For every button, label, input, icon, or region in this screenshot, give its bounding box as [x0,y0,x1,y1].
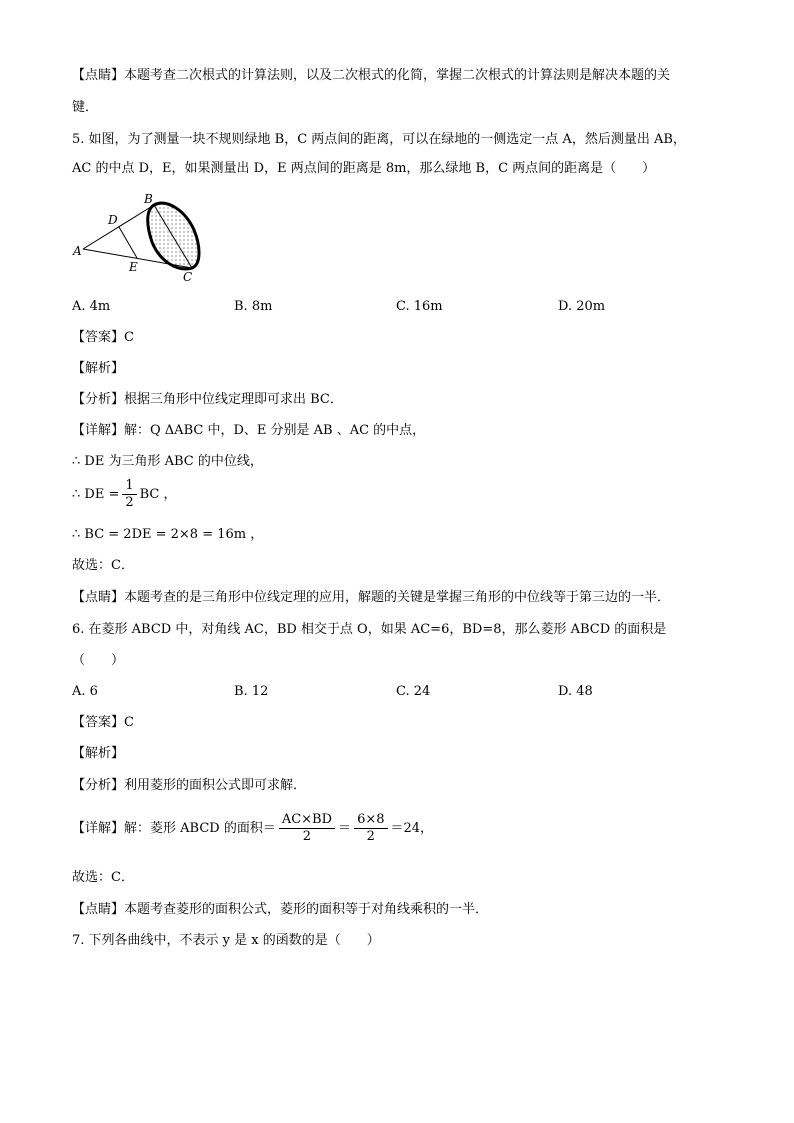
label-c: C [183,270,193,284]
q5-stem-line2: AC 的中点 D，E，如果测量出 D，E 两点间的距离是 8m，那么绿地 B，C 两点间的距离是（ ） [72,161,656,176]
q6-frac2-den: 2 [366,829,375,844]
q5-step2-num: 1 [122,478,136,495]
q6-frac1-num: AC×BD [279,812,335,829]
label-d: D [108,213,118,227]
q5-xiangjie: 【详解】解：Q ΔABC 中，D、E 分别是 AB 、AC 的中点， [72,423,426,438]
q5-choose: 故选：C． [72,558,134,573]
q5-step2-pre: ∴ DE = [72,487,120,502]
q6-eq: ＝ [338,821,352,836]
q5-step2 [72,478,177,512]
q5-analysis-title: 【解析】 [72,361,125,376]
q5-step2-den: 2 [125,495,134,510]
q6-answer: 【答案】C [72,715,134,730]
p4-comment: 【点睛】本题考查二次根式的计算法则，以及二次根式的化简，掌握二次根式的计算法则是解决本题的关 [72,68,671,83]
q6-option-a[interactable]: A. 6 [72,684,98,699]
label-b: B [144,192,153,206]
q7-stem-line1: 7. 下列各曲线中，不表示 y 是 x 的函数的是（ ） [72,933,380,948]
q6-dianjing: 【点睛】本题考查菱形的面积公式，菱形的面积等于对角线乘积的一半． [72,902,489,917]
q6-fraction-2 [354,812,387,845]
q5-step1: ∴ DE 为三角形 ABC 的中位线， [72,454,263,469]
q5-figure [70,190,210,286]
q6-fraction-1 [279,812,335,845]
q5-answer: 【答案】C [72,330,134,345]
q5-step2-post: BC ， [139,487,177,502]
p4-comment-cont: 键． [72,100,99,115]
label-e: E [129,260,138,274]
q6-xiangjie [72,812,433,846]
q6-analysis-title: 【解析】 [72,746,125,761]
q6-choose: 故选：C． [72,870,134,885]
q5-dianjing: 【点睛】本题考查的是三角形中位线定理的应用，解题的关键是掌握三角形的中位线等于第三边的一半． [72,590,671,605]
q5-stem-line1: 5. 如图，为了测量一块不规则绿地 B，C 两点间的距离，可以在绿地的一侧选定一点 A，然后测量出 AB， [72,132,686,147]
q5-option-c[interactable]: C. 16m [396,299,443,314]
q6-xiangjie-post: ＝24， [390,821,434,836]
segment-de [119,227,137,258]
q5-step2-fraction [122,478,136,511]
q6-stem-line2: （ ） [72,653,125,668]
q5-option-a[interactable]: A. 4m [72,299,111,314]
q5-option-b[interactable]: B. 8m [234,299,273,314]
q6-frac1-den: 2 [302,829,312,844]
q5-step3: ∴ BC = 2DE = 2×8 = 16m ， [72,527,264,542]
q5-option-d[interactable]: D. 20m [558,299,606,314]
q6-xiangjie-pre: 【详解】解：菱形 ABCD 的面积＝ [72,821,276,836]
q5-fenxi: 【分析】根据三角形中位线定理即可求出 BC． [72,392,343,407]
q6-fenxi: 【分析】利用菱形的面积公式即可求解． [72,778,307,793]
q6-option-c[interactable]: C. 24 [396,684,431,699]
q6-stem-line1: 6. 在菱形 ABCD 中，对角线 AC，BD 相交于点 O，如果 AC=6，BD=8，那么菱形 ABCD 的面积是 [72,622,667,637]
segment-ab [83,205,154,249]
greenland-shape [148,203,199,269]
q6-option-d[interactable]: D. 48 [558,684,593,699]
label-a: A [73,244,82,258]
q6-option-b[interactable]: B. 12 [234,684,269,699]
q6-frac2-num: 6×8 [354,812,387,829]
